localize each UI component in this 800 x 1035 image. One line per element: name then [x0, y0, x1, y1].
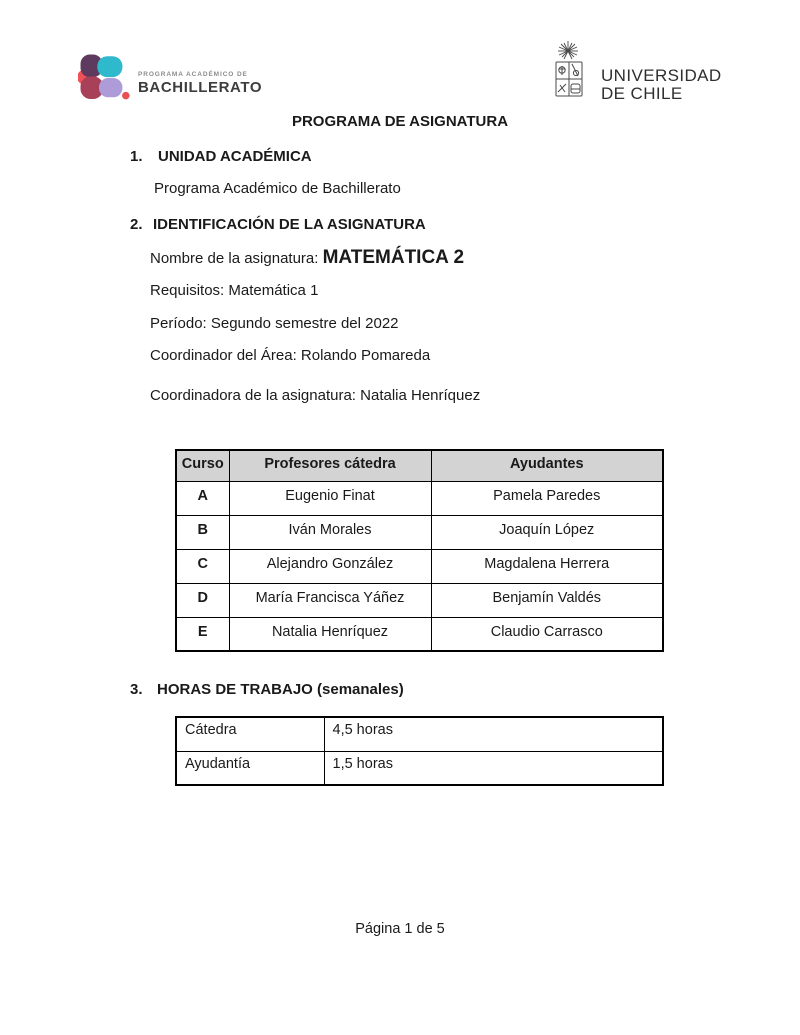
table-row: [176, 549, 663, 583]
coordinador-area-line: Coordinador del Área: Rolando Pomareda: [150, 347, 431, 364]
professor-name: Iván Morales: [229, 515, 431, 549]
section-1-title: UNIDAD ACADÉMICA: [158, 148, 312, 165]
universidad-logo-text: [601, 67, 722, 107]
assistant-name: Pamela Paredes: [431, 481, 663, 515]
universidad-logo-line1: UNIVERSIDAD: [601, 66, 722, 86]
professor-name: Natalia Henríquez: [229, 617, 431, 651]
universidad-logo-line2: DE CHILE: [601, 84, 683, 104]
page-title: PROGRAMA DE ASIGNATURA: [291, 113, 509, 130]
course-table-header-curso: Curso: [176, 450, 229, 481]
assistant-name: Magdalena Herrera: [431, 549, 663, 583]
hours-value: 1,5 horas: [324, 751, 663, 785]
nombre-asignatura-line: [150, 247, 464, 269]
periodo-line: Período: Segundo semestre del 2022: [150, 315, 399, 332]
course-letter: D: [176, 583, 229, 617]
course-letter: A: [176, 481, 229, 515]
section-3-title: HORAS DE TRABAJO (semanales): [157, 681, 404, 698]
section-2-number: 2.: [130, 216, 143, 233]
nombre-asignatura-label: Nombre de la asignatura:: [150, 250, 323, 267]
bachillerato-logo-icon: [78, 50, 130, 111]
table-row: [176, 717, 663, 751]
course-letter: C: [176, 549, 229, 583]
assistant-name: Joaquín López: [431, 515, 663, 549]
requisitos-line: Requisitos: Matemática 1: [150, 282, 319, 299]
section-1-number: 1.: [130, 148, 143, 165]
universidad-crest-icon: [553, 40, 595, 107]
unidad-academica-value: Programa Académico de Bachillerato: [154, 180, 401, 197]
professor-name: María Francisca Yáñez: [229, 583, 431, 617]
course-letter: E: [176, 617, 229, 651]
course-table: [175, 449, 664, 652]
table-row: [176, 617, 663, 651]
assistant-name: Claudio Carrasco: [431, 617, 663, 651]
hours-label: Cátedra: [176, 717, 324, 751]
nombre-asignatura-value: MATEMÁTICA 2: [322, 247, 465, 268]
course-table-header-ayudantes: Ayudantes: [431, 450, 663, 481]
page-number: Página 1 de 5: [355, 921, 445, 937]
professor-name: Eugenio Finat: [229, 481, 431, 515]
bachillerato-logo: [78, 50, 262, 111]
hours-table: [175, 716, 664, 786]
section-3-heading: [130, 681, 404, 698]
course-table-header-profesores: Profesores cátedra: [229, 450, 431, 481]
professor-name: Alejandro González: [229, 549, 431, 583]
table-row: [176, 583, 663, 617]
assistant-name: Benjamín Valdés: [431, 583, 663, 617]
table-row: [176, 481, 663, 515]
bachillerato-logo-title: BACHILLERATO: [138, 79, 263, 96]
hours-value: 4,5 horas: [324, 717, 663, 751]
section-2-title: IDENTIFICACIÓN DE LA ASIGNATURA: [153, 216, 426, 233]
course-letter: B: [176, 515, 229, 549]
table-row: [176, 515, 663, 549]
section-3-number: 3.: [130, 681, 143, 698]
hours-label: Ayudantía: [176, 751, 324, 785]
course-table-header-row: [176, 450, 663, 481]
table-row: [176, 751, 663, 785]
universidad-de-chile-logo: [553, 40, 722, 107]
section-2-heading: [130, 216, 426, 233]
bachillerato-logo-text: [138, 65, 262, 96]
section-1-heading: [130, 148, 312, 165]
coordinadora-asignatura-line: Coordinadora de la asignatura: Natalia Henríquez: [150, 387, 481, 404]
bachillerato-logo-subtitle: PROGRAMA ACADÉMICO DE: [138, 71, 248, 78]
